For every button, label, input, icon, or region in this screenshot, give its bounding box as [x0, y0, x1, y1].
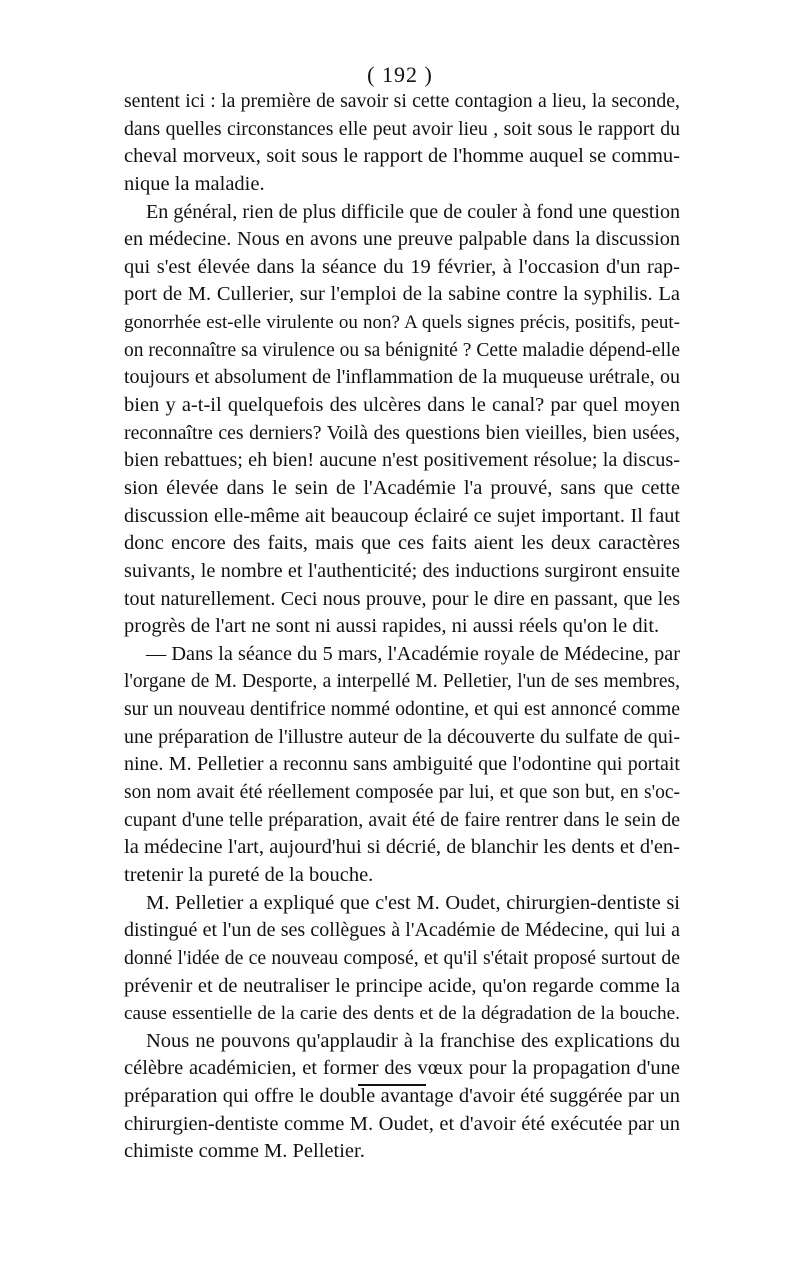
text-line: tretenir la pureté de la bouche. — [124, 863, 374, 886]
text-line: bien y a-t-il quelquefois des ulcères dans le canal? par quel moyen — [124, 394, 680, 417]
text-line: cupant d'une telle préparation, avait été de faire rentrer dans le sein de — [124, 808, 680, 831]
text-line: distingué et l'un de ses collègues à l'Académie de Médecine, qui lui a — [124, 919, 680, 942]
text-line: donc encore des faits, mais que ces faits aient les deux caractères — [124, 532, 680, 555]
text-line: cause essentielle de la carie des dents et de la dégradation de la bouche. — [124, 1003, 680, 1025]
text-line: sion élevée dans le sein de l'Académie l'a prouvé, sans que cette — [124, 476, 680, 499]
text-line: chimiste comme M. Pelletier. — [124, 1140, 365, 1163]
closing-rule — [358, 1084, 426, 1086]
text-line: Nous ne pouvons qu'applaudir à la franchise des explications du — [146, 1029, 680, 1052]
text-line: M. Pelletier a expliqué que c'est M. Oudet, chirurgien-dentiste si — [146, 891, 680, 914]
body-text — [124, 88, 680, 1166]
text-line: célèbre académicien, et former des vœux pour la propagation d'une — [124, 1057, 680, 1080]
text-line: En général, rien de plus difficile que de couler à fond une question — [146, 200, 680, 223]
text-line: port de M. Cullerier, sur l'emploi de la sabine contre la syphilis. La — [124, 283, 680, 306]
text-line: nique la maladie. — [124, 172, 265, 195]
text-line: sur un nouveau dentifrice nommé odontine, et qui est annoncé comme — [124, 698, 680, 721]
text-line: qui s'est élevée dans la séance du 19 février, à l'occasion d'un rap- — [124, 255, 680, 278]
page-number: ( 192 ) — [367, 62, 433, 87]
text-line: en médecine. Nous en avons une preuve palpable dans la discussion — [124, 228, 680, 251]
text-line: dans quelles circonstances elle peut avoir lieu , soit sous le rapport du — [124, 117, 680, 140]
text-line: l'organe de M. Desporte, a interpellé M. Pelletier, l'un de ses membres, — [124, 671, 680, 693]
text-line: progrès de l'art ne sont ni aussi rapides, ni aussi réels qu'on le dit. — [124, 615, 660, 638]
text-line: bien rebattues; eh bien! aucune n'est positivement résolue; la discus- — [124, 449, 680, 472]
text-line: nine. M. Pelletier a reconnu sans ambiguité que l'odontine qui portait — [124, 753, 680, 776]
text-line: cheval morveux, soit sous le rapport de l'homme auquel se commu- — [124, 145, 680, 168]
text-line: prévenir et de neutraliser le principe acide, qu'on regarde comme la — [124, 974, 680, 997]
text-line: discussion elle-même ait beaucoup éclairé ce sujet important. Il faut — [124, 504, 680, 527]
text-line: — Dans la séance du 5 mars, l'Académie royale de Médecine, par — [146, 642, 680, 665]
text-line: toujours et absolument de l'inflammation de la muqueuse urétrale, ou — [124, 366, 680, 389]
text-line: reconnaître ces derniers? Voilà des questions bien vieilles, bien usées, — [124, 421, 680, 444]
text-line: suivants, le nombre et l'authenticité; des inductions surgiront ensuite — [124, 559, 680, 582]
text-line: une préparation de l'illustre auteur de la découverte du sulfate de qui- — [124, 725, 680, 748]
text-line: son nom avait été réellement composée par lui, et que son but, en s'oc- — [124, 782, 680, 804]
text-line: préparation qui offre le double avantage d'avoir été suggérée par un — [124, 1085, 680, 1108]
text-line: la médecine l'art, aujourd'hui si décrié, de blanchir les dents et d'en- — [124, 836, 680, 859]
text-line: donné l'idée de ce nouveau composé, et qu'il s'était proposé surtout de — [124, 946, 680, 969]
text-line: sentent ici : la première de savoir si cette contagion a lieu, la seconde, — [124, 90, 680, 112]
text-line: on reconnaître sa virulence ou sa bénignité ? Cette maladie dépend-elle — [124, 339, 680, 361]
text-line: tout naturellement. Ceci nous prouve, pour le dire en passant, que les — [124, 587, 680, 610]
text-line: gonorrhée est-elle virulente ou non? A quels signes précis, positifs, peut- — [124, 312, 680, 334]
text-line: chirurgien-dentiste comme M. Oudet, et d'avoir été exécutée par un — [124, 1112, 680, 1135]
